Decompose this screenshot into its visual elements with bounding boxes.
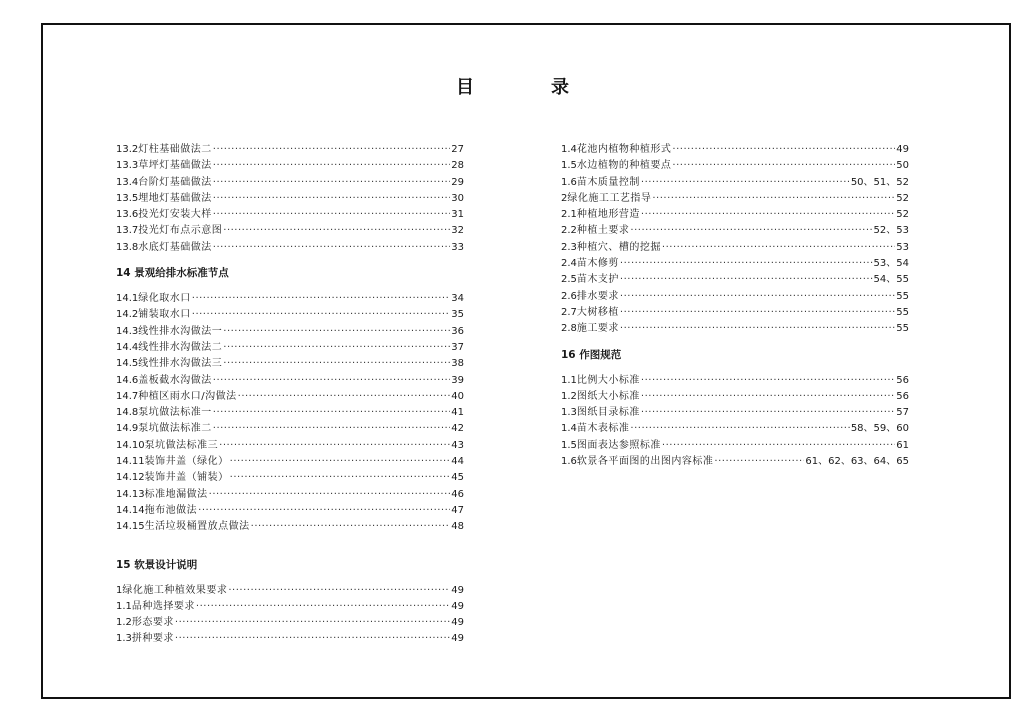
toc-entry-number: 2.6	[561, 290, 577, 302]
toc-entry-page: 61	[896, 439, 909, 451]
toc-entry	[116, 142, 464, 158]
toc-leader-dots	[213, 207, 451, 223]
toc-entry-label: 施工要求	[576, 323, 619, 335]
toc-entry	[561, 223, 909, 239]
toc-entry-page: 28	[451, 160, 464, 172]
toc-entry-label: 埋地灯基础做法	[138, 192, 212, 204]
toc-entry-label: 花池内植物种植形式	[576, 144, 672, 155]
toc-entry-page: 30	[451, 192, 464, 204]
toc-entry-page: 53、54	[873, 258, 909, 270]
toc-entry-page: 56	[896, 374, 909, 386]
toc-entry-label: 灯柱基础做法二	[138, 144, 212, 155]
toc-entry	[561, 142, 909, 158]
toc-entry-number: 1	[116, 584, 123, 596]
toc-leader-dots	[620, 256, 873, 272]
toc-entry-label: 比例大小标准	[576, 374, 640, 386]
toc-leader-dots	[662, 240, 895, 256]
toc-entry	[561, 256, 909, 272]
toc-entry-number: 1.4	[561, 423, 577, 435]
toc-entry-page: 40	[451, 390, 464, 402]
toc-entry-label: 苗木支护	[576, 274, 619, 286]
toc-entry-page: 31	[451, 209, 464, 221]
toc-entry-page: 52	[896, 192, 909, 204]
toc-entry	[561, 240, 909, 256]
toc-entry-page: 45	[451, 472, 464, 484]
toc-entry-label: 软景各平面图的出图内容标准	[576, 456, 714, 468]
toc-entry-number: 14.3	[116, 325, 139, 337]
toc-entry	[116, 191, 464, 207]
toc-entry-label: 品种选择要求	[131, 600, 195, 612]
toc-entry-number: 2.1	[561, 209, 577, 221]
toc-entry-page: 46	[451, 488, 464, 500]
toc-leader-dots	[641, 405, 895, 421]
toc-entry-number: 13.8	[116, 241, 139, 253]
toc-entry-number: 14.1	[116, 293, 139, 305]
toc-entry-label: 线性排水沟做法二	[138, 341, 223, 353]
toc-entry-number: 2.4	[561, 258, 577, 270]
toc-entry	[116, 207, 464, 223]
title-char-right: 录	[551, 77, 569, 98]
toc-leader-dots	[223, 356, 450, 372]
toc-entry-number: 14.10	[116, 439, 145, 451]
toc-entry-number: 1.5	[561, 160, 577, 172]
toc-entry-number: 14.4	[116, 341, 139, 353]
toc-leader-dots	[213, 142, 451, 158]
toc-entry-page: 36	[451, 325, 464, 337]
toc-entry-page: 29	[451, 176, 464, 188]
toc-entry	[116, 389, 464, 405]
toc-entry-label: 泵坑做法标准三	[144, 439, 219, 451]
toc-leader-dots	[641, 175, 850, 191]
toc-entry	[116, 223, 464, 239]
toc-leader-dots	[228, 583, 450, 599]
toc-entry	[561, 373, 909, 389]
toc-entry-page: 49	[896, 144, 909, 155]
toc-entry-label: 绿化取水口	[138, 293, 191, 305]
toc-entry-label: 投光灯安装大样	[138, 209, 212, 221]
toc-entry-page: 56	[896, 390, 909, 402]
toc-entry-number: 13.4	[116, 176, 139, 188]
toc-entry-label: 绿化施工种植效果要求	[122, 584, 228, 596]
toc-entry-number: 13.3	[116, 160, 139, 172]
toc-leader-dots	[714, 454, 804, 470]
toc-entry-page: 50	[896, 160, 909, 172]
toc-entry	[116, 583, 464, 599]
toc-entry	[116, 519, 464, 535]
toc-entry	[561, 289, 909, 305]
toc-entry-label: 图纸目录标准	[576, 407, 640, 419]
toc-leader-dots	[641, 389, 895, 405]
toc-entry-page: 44	[451, 456, 464, 468]
toc-leader-dots	[652, 191, 895, 207]
toc-entry-number: 2.8	[561, 323, 577, 335]
toc-entry-page: 55	[896, 306, 909, 318]
toc-entry	[116, 307, 464, 323]
toc-leader-dots	[198, 503, 450, 519]
toc-entry	[116, 291, 464, 307]
toc-entry-number: 14.8	[116, 407, 139, 419]
toc-entry-page: 55	[896, 290, 909, 302]
toc-right-column	[561, 142, 909, 470]
toc-leader-dots	[223, 223, 450, 239]
toc-entry	[116, 405, 464, 421]
toc-entry-number: 2.3	[561, 241, 577, 253]
toc-entry-page: 43	[451, 439, 464, 451]
toc-leader-dots	[219, 438, 450, 454]
toc-leader-dots	[641, 373, 895, 389]
toc-leader-dots	[230, 454, 451, 470]
toc-entry	[116, 356, 464, 372]
toc-entry-label: 图纸大小标准	[576, 390, 640, 402]
toc-leader-dots	[630, 223, 872, 239]
toc-entry-number: 13.6	[116, 209, 139, 221]
toc-entry-label: 排水要求	[576, 290, 619, 302]
toc-entry-page: 37	[451, 341, 464, 353]
toc-entry-number: 1.3	[116, 633, 132, 645]
toc-entry	[561, 207, 909, 223]
toc-entry-label: 盖板截水沟做法	[138, 374, 212, 386]
toc-entry	[116, 487, 464, 503]
toc-entry-page: 49	[451, 633, 464, 645]
toc-entry	[116, 240, 464, 256]
toc-entry-number: 2.2	[561, 225, 577, 237]
toc-leader-dots	[630, 421, 849, 437]
section-heading-16: 16 作图规范	[561, 348, 622, 361]
toc-entry-number: 1.5	[561, 439, 577, 451]
toc-leader-dots	[620, 289, 895, 305]
toc-leader-dots	[230, 470, 451, 486]
toc-entry	[116, 340, 464, 356]
toc-entry-page: 58、59、60	[850, 423, 909, 435]
toc-leader-dots	[196, 599, 450, 615]
toc-leader-dots	[238, 389, 451, 405]
toc-entry-page: 49	[451, 600, 464, 612]
toc-entry-page: 34	[451, 293, 464, 305]
toc-entry-label: 拖布池做法	[144, 504, 198, 516]
toc-entry-label: 线性排水沟做法一	[138, 325, 223, 337]
toc-entry	[561, 454, 909, 470]
toc-entry-label: 台阶灯基础做法	[138, 176, 212, 188]
toc-entry-page: 41	[451, 407, 464, 419]
section-heading-15: 15 软景设计说明	[116, 558, 198, 571]
toc-entry-label: 拼种要求	[131, 633, 174, 645]
toc-entry	[116, 631, 464, 647]
toc-entry-label: 苗木表标准	[576, 423, 630, 435]
toc-leader-dots	[251, 519, 451, 535]
toc-entry-number: 2	[561, 192, 568, 204]
toc-leader-dots	[175, 615, 450, 631]
toc-leader-dots	[213, 240, 451, 256]
toc-entry-page: 49	[451, 584, 464, 596]
toc-entry-page: 55	[896, 323, 909, 335]
toc-entry-page: 47	[451, 504, 464, 516]
toc-entry-label: 种植地形营造	[576, 209, 640, 221]
toc-entry-label: 苗木修剪	[576, 258, 619, 270]
toc-entry-number: 1.6	[561, 176, 577, 188]
toc-entry-number: 13.7	[116, 225, 139, 237]
toc-entry	[116, 438, 464, 454]
toc-leader-dots	[662, 438, 895, 454]
toc-entry	[561, 389, 909, 405]
toc-entry-number: 2.7	[561, 306, 577, 318]
toc-entry-page: 54、55	[873, 274, 909, 286]
toc-entry-page: 32	[451, 225, 464, 237]
toc-leader-dots	[175, 631, 450, 647]
toc-entry-number: 1.6	[561, 456, 577, 468]
page-title	[0, 73, 1024, 97]
toc-entry-label: 图面表达参照标准	[576, 439, 661, 451]
toc-entry	[561, 438, 909, 454]
toc-entry-page: 27	[451, 144, 464, 155]
toc-entry-page: 53	[896, 241, 909, 253]
toc-entry-label: 形态要求	[131, 617, 174, 629]
toc-entry-number: 14.2	[116, 309, 139, 321]
toc-entry-page: 52、53	[873, 225, 909, 237]
toc-leader-dots	[620, 305, 895, 321]
toc-entry-page: 50、51、52	[850, 176, 909, 188]
toc-entry-label: 种植土要求	[576, 225, 630, 237]
toc-entry-page: 49	[451, 617, 464, 629]
toc-entry-page: 48	[451, 521, 464, 533]
toc-leader-dots	[192, 307, 451, 323]
toc-entry	[561, 421, 909, 437]
toc-entry	[116, 158, 464, 174]
toc-leader-dots	[213, 405, 451, 421]
toc-entry-number: 14.13	[116, 488, 145, 500]
toc-entry	[116, 175, 464, 191]
toc-entry-number: 14.6	[116, 374, 139, 386]
toc-entry-label: 装饰井盖（绿化）	[144, 456, 229, 468]
toc-entry	[561, 191, 909, 207]
toc-entry-page: 35	[451, 309, 464, 321]
toc-entry-number: 14.7	[116, 390, 139, 402]
toc-entry-label: 绿化施工工艺指导	[567, 192, 652, 204]
toc-entry-number: 14.9	[116, 423, 139, 435]
toc-entry-page: 33	[451, 241, 464, 253]
toc-entry-number: 14.5	[116, 358, 139, 370]
toc-entry-label: 泵坑做法标准一	[138, 407, 212, 419]
toc-entry-number: 1.4	[561, 144, 577, 155]
toc-leader-dots	[213, 421, 451, 437]
toc-entry-page: 52	[896, 209, 909, 221]
toc-entry-page: 39	[451, 374, 464, 386]
title-char-left: 目	[456, 77, 474, 98]
toc-entry-label: 生活垃圾桶置放点做法	[144, 521, 250, 533]
toc-leader-dots	[192, 291, 451, 307]
toc-entry-number: 14.11	[116, 456, 145, 468]
toc-leader-dots	[641, 207, 895, 223]
toc-entry-number: 14.15	[116, 521, 145, 533]
toc-entry	[561, 158, 909, 174]
section-heading-14: 14 景观给排水标准节点	[116, 267, 229, 280]
toc-entry-number: 1.3	[561, 407, 577, 419]
toc-entry-page: 38	[451, 358, 464, 370]
toc-leader-dots	[209, 487, 451, 503]
toc-entry-label: 装饰井盖（铺装）	[144, 472, 229, 484]
toc-entry-label: 大树移植	[576, 306, 619, 318]
toc-entry-number: 14.14	[116, 504, 145, 516]
toc-entry	[561, 305, 909, 321]
toc-entry-number: 1.1	[561, 374, 577, 386]
toc-entry-page: 57	[896, 407, 909, 419]
toc-leader-dots	[672, 158, 895, 174]
toc-entry-label: 水边植物的种植要点	[576, 160, 672, 172]
toc-entry-number: 1.2	[561, 390, 577, 402]
toc-leader-dots	[223, 324, 450, 340]
toc-entry	[116, 373, 464, 389]
toc-entry	[116, 599, 464, 615]
toc-entry-page: 42	[451, 423, 464, 435]
toc-leader-dots	[672, 142, 895, 158]
toc-entry-label: 苗木质量控制	[576, 176, 640, 188]
toc-entry-number: 1.1	[116, 600, 132, 612]
toc-entry	[561, 175, 909, 191]
toc-entry-number: 2.5	[561, 274, 577, 286]
toc-entry-label: 线性排水沟做法三	[138, 358, 223, 370]
toc-entry	[561, 321, 909, 337]
toc-entry-label: 种植穴、槽的挖掘	[576, 241, 661, 253]
toc-entry	[116, 470, 464, 486]
toc-entry-label: 泵坑做法标准二	[138, 423, 212, 435]
toc-entry-number: 14.12	[116, 472, 145, 484]
toc-entry	[561, 272, 909, 288]
toc-leader-dots	[213, 191, 451, 207]
toc-leader-dots	[213, 158, 451, 174]
toc-leader-dots	[223, 340, 450, 356]
toc-leader-dots	[213, 373, 451, 389]
toc-entry	[116, 615, 464, 631]
toc-entry-number: 13.5	[116, 192, 139, 204]
toc-leader-dots	[620, 272, 873, 288]
toc-entry	[116, 324, 464, 340]
toc-left-column	[116, 142, 464, 648]
toc-entry-number: 1.2	[116, 617, 132, 629]
toc-leader-dots	[620, 321, 895, 337]
toc-entry	[116, 503, 464, 519]
toc-entry	[116, 421, 464, 437]
toc-entry-number: 13.2	[116, 144, 139, 155]
toc-entry-page: 61、62、63、64、65	[805, 456, 909, 468]
toc-entry-label: 草坪灯基础做法	[138, 160, 212, 172]
toc-entry-label: 标准地漏做法	[144, 488, 208, 500]
toc-entry-label: 种植区雨水口/沟做法	[138, 390, 237, 402]
toc-leader-dots	[213, 175, 451, 191]
toc-entry-label: 铺装取水口	[138, 309, 191, 321]
toc-entry	[116, 454, 464, 470]
toc-entry-label: 水底灯基础做法	[138, 241, 212, 253]
toc-entry	[561, 405, 909, 421]
toc-entry-label: 投光灯布点示意图	[138, 225, 223, 237]
